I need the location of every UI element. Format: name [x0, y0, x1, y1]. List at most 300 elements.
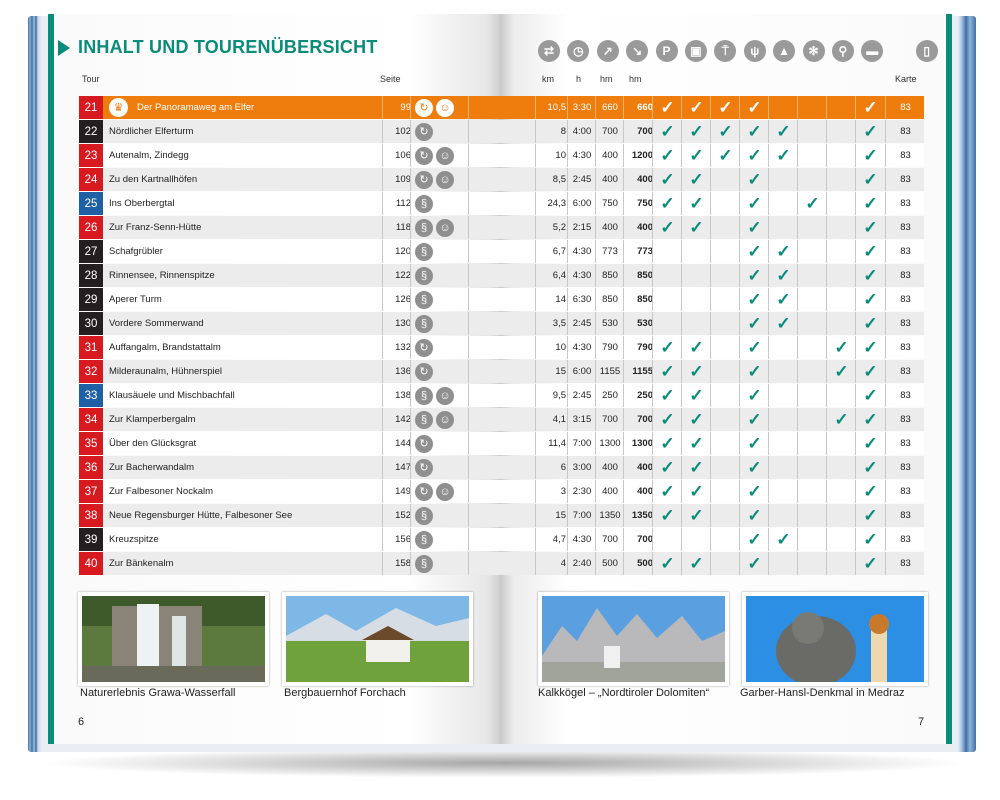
tour-row	[79, 96, 924, 120]
header-h: h	[576, 74, 582, 84]
tour-map: 83	[885, 408, 925, 431]
gutter-cell	[468, 384, 536, 407]
caption-1: Naturerlebnis Grawa-Wasserfall	[80, 687, 236, 699]
tour-hm-up: 400	[595, 144, 624, 167]
check-cell	[826, 480, 856, 503]
tour-name: Zur Bänkenalm	[109, 558, 174, 569]
check-cell: ✓	[739, 240, 769, 263]
tour-name: Neue Regensburger Hütte, Falbesoner See	[109, 510, 293, 521]
check-cell	[768, 552, 798, 575]
loop-tour-icon: ↻	[415, 99, 433, 117]
check-cell: ✓	[855, 384, 885, 407]
check-cell: ✓	[652, 432, 682, 455]
check-cell: ✓	[652, 480, 682, 503]
tour-hm-up: 660	[595, 96, 624, 119]
check-cell	[710, 480, 740, 503]
tour-row	[79, 528, 924, 552]
tour-hours: 4:30	[567, 240, 596, 263]
photo-waterfall	[78, 592, 269, 686]
tour-page: 99	[382, 96, 411, 119]
tour-hm-up: 500	[595, 552, 624, 575]
tour-hm-up: 1300	[595, 432, 624, 455]
loop-tour-icon: ↻	[415, 363, 433, 381]
check-cell	[797, 168, 827, 191]
tour-page: 102	[382, 120, 411, 143]
check-cell: ✓	[652, 552, 682, 575]
tour-number: 33	[79, 384, 103, 407]
check-cell	[797, 288, 827, 311]
check-cell	[797, 384, 827, 407]
check-cell	[826, 144, 856, 167]
tour-km: 15	[535, 504, 568, 527]
tour-type-icons	[410, 336, 473, 359]
gutter-cell	[468, 288, 536, 311]
check-cell	[710, 456, 740, 479]
check-cell	[768, 384, 798, 407]
tour-hm-up: 1155	[595, 360, 624, 383]
check-cell: ✓	[681, 384, 711, 407]
tour-number: 39	[79, 528, 103, 551]
tour-name: Zur Franz-Senn-Hütte	[109, 222, 202, 233]
check-cell	[652, 264, 682, 287]
tour-name: Zur Klamperbergalm	[109, 414, 196, 425]
check-cell: ✓	[710, 96, 740, 119]
check-cell: ✓	[681, 408, 711, 431]
family-icon: ☺	[436, 483, 454, 501]
check-cell	[826, 168, 856, 191]
check-cell	[797, 456, 827, 479]
tour-hours: 2:30	[567, 480, 596, 503]
check-cell	[797, 144, 827, 167]
legend-icons	[538, 40, 945, 62]
check-cell	[768, 504, 798, 527]
check-cell: ✓	[855, 144, 885, 167]
tour-hm-down: 790	[623, 336, 655, 359]
tour-name: Autenalm, Zindegg	[109, 150, 189, 161]
check-cell: ✓	[739, 528, 769, 551]
route-icon: §	[415, 315, 433, 333]
tour-map: 83	[885, 168, 925, 191]
tour-page: 144	[382, 432, 411, 455]
page-number-right: 7	[918, 716, 925, 728]
tour-type-icons	[410, 384, 473, 407]
tour-km: 11,4	[535, 432, 568, 455]
check-cell	[710, 336, 740, 359]
tour-map: 83	[885, 336, 925, 359]
check-cell: ✓	[826, 336, 856, 359]
tour-map: 83	[885, 96, 925, 119]
check-cell: ✓	[855, 216, 885, 239]
tour-type-icons	[410, 96, 473, 119]
family-icon: ☺	[436, 171, 454, 189]
check-cell: ✓	[768, 312, 798, 335]
tour-type-icons	[410, 504, 473, 527]
check-cell	[710, 384, 740, 407]
check-cell: ✓	[681, 504, 711, 527]
tour-hm-down: 850	[623, 264, 655, 287]
check-cell: ✓	[739, 264, 769, 287]
photo-farm	[282, 592, 473, 686]
check-cell	[768, 192, 798, 215]
route-icon: §	[415, 507, 433, 525]
tour-page: 130	[382, 312, 411, 335]
tour-hours: 6:30	[567, 288, 596, 311]
tour-km: 3	[535, 480, 568, 503]
tour-row	[79, 240, 924, 264]
tour-page: 142	[382, 408, 411, 431]
tour-hm-down: 1155	[623, 360, 655, 383]
check-cell: ✓	[797, 192, 827, 215]
bike-icon: ⚲	[832, 40, 854, 62]
check-cell: ✓	[652, 216, 682, 239]
tour-page: 138	[382, 384, 411, 407]
loop-tour-icon: ↻	[415, 147, 433, 165]
check-cell	[710, 192, 740, 215]
check-cell	[710, 312, 740, 335]
page-number-left: 6	[78, 716, 85, 728]
check-cell	[768, 168, 798, 191]
check-cell	[710, 264, 740, 287]
tour-type-icons	[410, 552, 473, 575]
gutter-cell	[468, 192, 536, 215]
header-karte: Karte	[895, 74, 917, 84]
tour-type-icons	[410, 312, 473, 335]
check-cell	[768, 480, 798, 503]
tour-number: 37	[79, 480, 103, 503]
tour-page: 147	[382, 456, 411, 479]
check-cell: ✓	[855, 312, 885, 335]
summit-icon: ▲	[773, 40, 795, 62]
check-cell	[826, 192, 856, 215]
tour-hm-down: 750	[623, 192, 655, 215]
check-cell: ✓	[855, 432, 885, 455]
tour-number: 31	[79, 336, 103, 359]
check-cell: ✓	[681, 120, 711, 143]
tour-map: 83	[885, 192, 925, 215]
check-cell: ✓	[739, 456, 769, 479]
route-icon: §	[415, 267, 433, 285]
check-cell: ✓	[855, 288, 885, 311]
tour-name: Aperer Turm	[109, 294, 162, 305]
tour-number: 35	[79, 432, 103, 455]
check-cell	[826, 240, 856, 263]
loop-tour-icon: ↻	[415, 171, 433, 189]
family-icon: ☺	[436, 387, 454, 405]
tour-km: 4	[535, 552, 568, 575]
tour-hm-up: 850	[595, 288, 624, 311]
check-cell: ✓	[739, 96, 769, 119]
tour-hm-down: 400	[623, 456, 655, 479]
route-icon: §	[415, 195, 433, 213]
check-cell	[826, 120, 856, 143]
check-cell: ✓	[855, 408, 885, 431]
parking-icon: P	[656, 40, 678, 62]
check-cell	[826, 552, 856, 575]
gutter-cell	[468, 432, 536, 455]
signpost-icon: ⇄	[538, 40, 560, 62]
tour-name: Über den Glücksgrat	[109, 438, 197, 449]
check-cell	[710, 288, 740, 311]
tour-hours: 2:15	[567, 216, 596, 239]
check-cell	[797, 240, 827, 263]
check-cell: ✓	[681, 96, 711, 119]
tour-hm-down: 1300	[623, 432, 655, 455]
check-cell: ✓	[739, 360, 769, 383]
tour-page: 126	[382, 288, 411, 311]
tour-page: 122	[382, 264, 411, 287]
loop-tour-icon: ↻	[415, 339, 433, 357]
tour-hm-up: 530	[595, 312, 624, 335]
tour-km: 10	[535, 144, 568, 167]
tour-type-icons	[410, 408, 473, 431]
tour-row	[79, 120, 924, 144]
tour-name: Milderaunalm, Hühnerspiel	[109, 366, 222, 377]
tour-hm-down: 530	[623, 312, 655, 335]
check-cell: ✓	[855, 336, 885, 359]
tour-map: 83	[885, 456, 925, 479]
check-cell: ✓	[739, 216, 769, 239]
tour-hm-up: 750	[595, 192, 624, 215]
tour-row	[79, 408, 924, 432]
tour-row	[79, 384, 924, 408]
check-cell: ✓	[652, 192, 682, 215]
tour-number: 23	[79, 144, 103, 167]
tour-hours: 3:15	[567, 408, 596, 431]
tour-hm-up: 1350	[595, 504, 624, 527]
tour-number: 28	[79, 264, 103, 287]
tour-km: 5,2	[535, 216, 568, 239]
tour-row	[79, 312, 924, 336]
tour-map: 83	[885, 384, 925, 407]
check-cell: ✓	[768, 144, 798, 167]
header-seite: Seite	[380, 74, 401, 84]
check-cell: ✓	[652, 408, 682, 431]
tour-hm-up: 250	[595, 384, 624, 407]
tour-hm-up: 850	[595, 264, 624, 287]
check-cell: ✓	[768, 120, 798, 143]
tour-type-icons	[410, 456, 473, 479]
check-cell	[797, 312, 827, 335]
tour-name: Der Panoramaweg am Elfer	[137, 102, 255, 113]
check-cell	[797, 120, 827, 143]
check-cell	[652, 240, 682, 263]
check-cell	[768, 96, 798, 119]
tour-km: 8,5	[535, 168, 568, 191]
check-cell	[681, 528, 711, 551]
check-cell: ✓	[652, 360, 682, 383]
tour-hm-down: 1350	[623, 504, 655, 527]
check-cell: ✓	[681, 432, 711, 455]
check-cell: ✓	[739, 288, 769, 311]
tour-row	[79, 480, 924, 504]
check-cell	[797, 528, 827, 551]
check-cell	[797, 480, 827, 503]
tour-hm-up: 400	[595, 216, 624, 239]
check-cell: ✓	[652, 456, 682, 479]
page-title: INHALT UND TOURENÜBERSICHT	[78, 37, 378, 57]
check-cell: ✓	[681, 192, 711, 215]
family-icon: ☺	[436, 147, 454, 165]
tour-page: 112	[382, 192, 411, 215]
tour-map: 83	[885, 216, 925, 239]
photo-monument	[742, 592, 928, 686]
tour-hm-up: 400	[595, 456, 624, 479]
tour-row	[79, 552, 924, 576]
tour-km: 6,4	[535, 264, 568, 287]
tour-page: 106	[382, 144, 411, 167]
gutter-cell	[468, 216, 536, 239]
check-cell: ✓	[768, 528, 798, 551]
check-cell	[797, 216, 827, 239]
loop-tour-icon: ↻	[415, 123, 433, 141]
route-icon: §	[415, 555, 433, 573]
check-cell	[797, 432, 827, 455]
check-cell: ✓	[855, 192, 885, 215]
tour-page: 149	[382, 480, 411, 503]
check-cell: ✓	[681, 216, 711, 239]
gutter-cell	[468, 312, 536, 335]
tour-hm-down: 1200	[623, 144, 655, 167]
tour-type-icons	[410, 528, 473, 551]
tour-number: 32	[79, 360, 103, 383]
tour-number: 29	[79, 288, 103, 311]
route-icon: §	[415, 291, 433, 309]
gutter-cell	[468, 120, 536, 143]
tour-km: 3,5	[535, 312, 568, 335]
check-cell: ✓	[826, 360, 856, 383]
check-cell: ✓	[855, 480, 885, 503]
gutter-cell	[468, 336, 536, 359]
tour-type-icons	[410, 192, 473, 215]
check-cell	[710, 240, 740, 263]
tour-type-icons	[410, 480, 473, 503]
check-cell: ✓	[681, 144, 711, 167]
tour-number: 24	[79, 168, 103, 191]
tour-hm-down: 700	[623, 120, 655, 143]
check-cell	[797, 96, 827, 119]
check-cell	[710, 432, 740, 455]
check-cell	[797, 264, 827, 287]
tour-hours: 4:30	[567, 264, 596, 287]
check-cell: ✓	[739, 192, 769, 215]
tour-name: Auffangalm, Brandstattalm	[109, 342, 221, 353]
tour-km: 6,7	[535, 240, 568, 263]
header-tour: Tour	[82, 74, 100, 84]
header-hm-up: hm	[600, 74, 613, 84]
tour-hm-up: 700	[595, 120, 624, 143]
check-cell	[826, 216, 856, 239]
tour-type-icons	[410, 144, 473, 167]
tour-row	[79, 288, 924, 312]
check-cell: ✓	[855, 240, 885, 263]
check-cell: ✓	[652, 384, 682, 407]
check-cell	[710, 360, 740, 383]
tour-type-icons	[410, 240, 473, 263]
tour-row	[79, 192, 924, 216]
check-cell: ✓	[768, 240, 798, 263]
check-cell: ✓	[855, 456, 885, 479]
header-hm-down: hm	[629, 74, 642, 84]
tour-row	[79, 360, 924, 384]
left-teal-bar	[48, 14, 54, 744]
check-cell: ✓	[739, 432, 769, 455]
tour-hours: 4:00	[567, 120, 596, 143]
check-cell: ✓	[855, 264, 885, 287]
check-cell: ✓	[652, 168, 682, 191]
tour-hours: 7:00	[567, 432, 596, 455]
tour-hm-down: 660	[623, 96, 655, 119]
tour-row	[79, 432, 924, 456]
tour-map: 83	[885, 264, 925, 287]
tour-hm-up: 400	[595, 480, 624, 503]
check-cell: ✓	[652, 96, 682, 119]
tour-row	[79, 264, 924, 288]
tour-number: 25	[79, 192, 103, 215]
gutter-cell	[468, 480, 536, 503]
check-cell	[797, 360, 827, 383]
tour-hours: 2:45	[567, 384, 596, 407]
gutter-cell	[468, 408, 536, 431]
route-icon: §	[415, 243, 433, 261]
map-icon: ▯	[916, 40, 938, 62]
check-cell: ✓	[652, 504, 682, 527]
tour-hm-down: 400	[623, 480, 655, 503]
tour-hours: 6:00	[567, 360, 596, 383]
tour-km: 8	[535, 120, 568, 143]
check-cell	[681, 288, 711, 311]
tour-map: 83	[885, 480, 925, 503]
check-cell	[710, 408, 740, 431]
tour-hours: 4:30	[567, 528, 596, 551]
tour-type-icons	[410, 432, 473, 455]
check-cell	[826, 312, 856, 335]
check-cell: ✓	[739, 480, 769, 503]
tour-hours: 4:30	[567, 336, 596, 359]
tour-page: 158	[382, 552, 411, 575]
check-cell	[681, 312, 711, 335]
gutter-cell	[468, 504, 536, 527]
gutter-cell	[468, 552, 536, 575]
check-cell	[797, 504, 827, 527]
loop-tour-icon: ↻	[415, 483, 433, 501]
check-cell	[681, 240, 711, 263]
gutter-cell	[468, 144, 536, 167]
photo-kalkkoegel	[538, 592, 729, 686]
tour-name: Zur Falbesoner Nockalm	[109, 486, 214, 497]
loop-tour-icon: ↻	[415, 435, 433, 453]
check-cell	[826, 288, 856, 311]
check-cell: ✓	[710, 144, 740, 167]
tour-page: 109	[382, 168, 411, 191]
overnight-icon: ▬	[861, 40, 883, 62]
tour-hm-down: 700	[623, 408, 655, 431]
check-cell: ✓	[855, 168, 885, 191]
check-cell: ✓	[855, 360, 885, 383]
tour-hm-down: 400	[623, 168, 655, 191]
tour-name: Kreuzspitze	[109, 534, 159, 545]
gutter-cell	[468, 168, 536, 191]
check-cell: ✓	[681, 360, 711, 383]
tour-page: 132	[382, 336, 411, 359]
tour-name: Zu den Kartnallhöfen	[109, 174, 198, 185]
check-cell: ✓	[855, 120, 885, 143]
check-cell: ✓	[739, 336, 769, 359]
family-icon: ☺	[436, 99, 454, 117]
check-cell: ✓	[855, 552, 885, 575]
tour-page: 136	[382, 360, 411, 383]
tour-type-icons	[410, 120, 473, 143]
check-cell	[768, 216, 798, 239]
